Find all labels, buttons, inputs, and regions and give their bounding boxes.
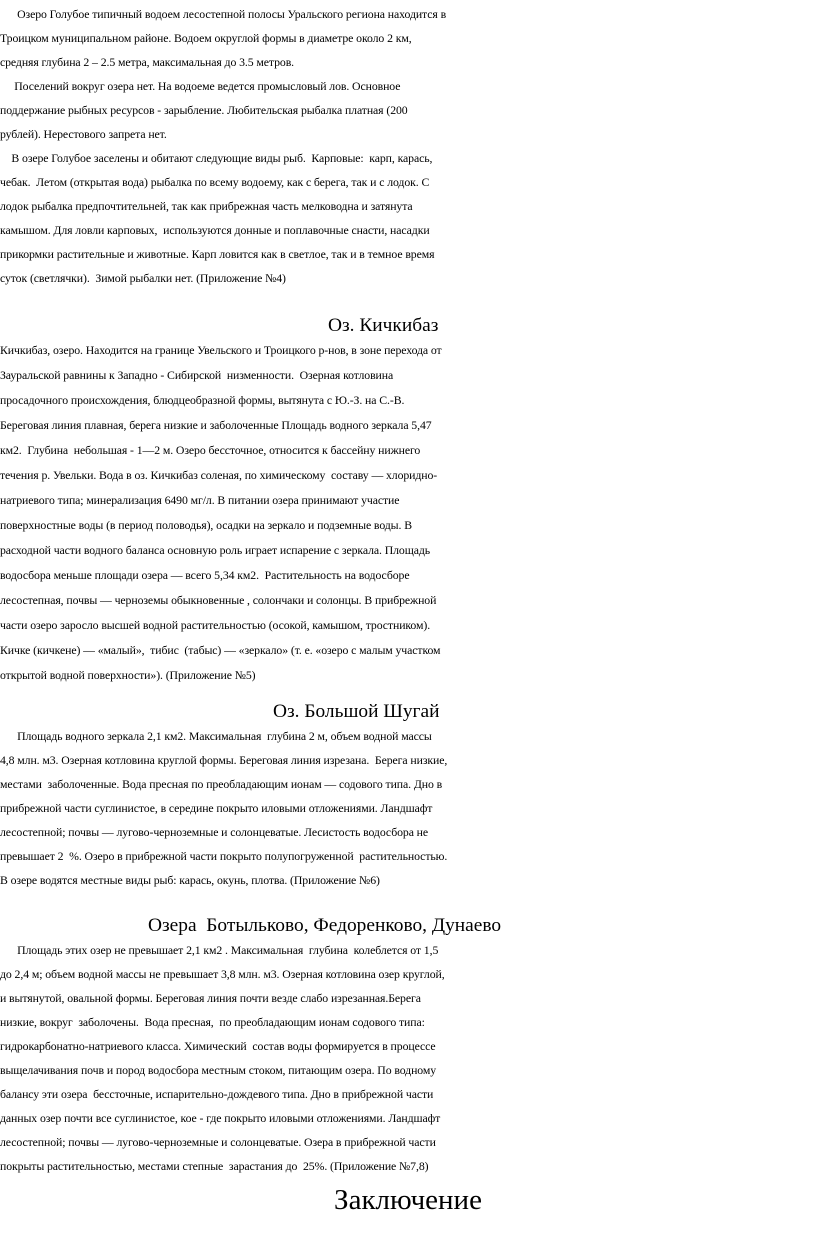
paragraph-line: Зауральской равнины к Западно - Сибирской низменности. Озерная котловина (0, 368, 394, 382)
paragraph-line: рублей). Нерестового запрета нет. (0, 127, 167, 141)
paragraph-line: до 2,4 м; объем водной массы не превышает 3,8 млн. м3. Озерная котловина озер круглой, (0, 967, 445, 981)
paragraph-line: прикормки растительные и животные. Карп ловится как в светлое, так и в темное время (0, 247, 435, 261)
paragraph-line: поддержание рыбных ресурсов - зарыбление. Любительская рыбалка платная (200 (0, 103, 408, 117)
section-heading-kichkibaz: Оз. Кичкибаз (328, 315, 439, 336)
paragraph-line: 4,8 млн. м3. Озерная котловина круглой формы. Береговая линия изрезана. Берега низкие, (0, 753, 448, 767)
paragraph-line: балансу эти озера бессточные, испарительно-дождевого типа. Дно в прибрежной части (0, 1087, 434, 1101)
section-heading-bolshoi-shugai: Оз. Большой Шугай (273, 701, 440, 722)
conclusion-heading: Заключение (334, 1184, 482, 1216)
paragraph-line: чебак. Летом (открытая вода) рыбалка по всему водоему, как с берега, так и с лодок. С (0, 175, 430, 189)
paragraph-line: Озеро Голубое типичный водоем лесостепной полосы Уральского региона находится в (0, 7, 447, 21)
paragraph-line: средняя глубина 2 – 2.5 метра, максимальная до 3.5 метров. (0, 55, 295, 69)
paragraph-line: части озеро заросло высшей водной растительностью (осокой, камышом, тростником). (0, 618, 431, 632)
paragraph-line: и вытянутой, овальной формы. Береговая линия почти везде слабо изрезанная.Берега (0, 991, 421, 1005)
paragraph-line: лесостепной; почвы — лугово-черноземные и солонцеватые. Озера в прибрежной части (0, 1135, 436, 1149)
paragraph-line: В озере Голубое заселены и обитают следующие виды рыб. Карповые: карп, карась, (0, 151, 433, 165)
paragraph-line: превышает 2 %. Озеро в прибрежной части покрыто полупогруженной растительностью. (0, 849, 448, 863)
paragraph-line: Поселений вокруг озера нет. На водоеме ведется промысловый лов. Основное (0, 79, 401, 93)
paragraph-line: лесостепной; почвы — лугово-черноземные и солонцеватые. Лесистость водосбора не (0, 825, 429, 839)
section-golubo-lake (0, 2, 816, 290)
paragraph-line: течения р. Увельки. Вода в оз. Кичкибаз соленая, по химическому составу — хлоридно- (0, 468, 438, 482)
paragraph-line: низкие, вокруг заболочены. Вода пресная, по преобладающим ионам содового типа: (0, 1015, 425, 1029)
paragraph-line: суток (светлячки). Зимой рыбалки нет. (Приложение №4) (0, 271, 286, 285)
paragraph-line: местами заболоченные. Вода пресная по преобладающим ионам — содового типа. Дно в (0, 777, 443, 791)
paragraph-line: натриевого типа; минерализация 6490 мг/л. В питании озера принимают участие (0, 493, 400, 507)
paragraph-line: Площадь этих озер не превышает 2,1 км2 . Максимальная глубина колеблется от 1,5 (0, 943, 439, 957)
paragraph-line: Кичкибаз, озеро. Находится на границе Увельского и Троицкого р-нов, в зоне перехода от (0, 343, 442, 357)
paragraph-line: камышом. Для ловли карповых, используются донные и поплавочные снасти, насадки (0, 223, 430, 237)
paragraph-line: лодок рыбалка предпочтительней, так как прибрежная часть мелководна и затянута (0, 199, 413, 213)
paragraph-line: лесостепная, почвы — черноземы обыкновенные , солончаки и солонцы. В прибрежной (0, 593, 437, 607)
paragraph-line: В озере водятся местные виды рыб: карась, окунь, плотва. (Приложение №6) (0, 873, 380, 887)
paragraph-line: просадочного происхождения, блюдцеобразной формы, вытянута с Ю.-З. на С.-В. (0, 393, 405, 407)
section-bolshoi-shugai-lake (0, 724, 816, 892)
paragraph-line: Площадь водного зеркала 2,1 км2. Максимальная глубина 2 м, объем водной массы (0, 729, 432, 743)
section-heading-botylkovo-fedorenkovo-dunaevo: Озера Ботыльково, Федоренково, Дунаево (148, 915, 502, 936)
paragraph-line: водосбора меньше площади озера — всего 5,34 км2. Растительность на водосборе (0, 568, 410, 582)
paragraph-line: выщелачивания почв и пород водосбора местным стоком, питающим озера. По водному (0, 1063, 437, 1077)
paragraph-line: км2. Глубина небольшая - 1—2 м. Озеро бессточное, относится к бассейну нижнего (0, 443, 421, 457)
paragraph-line: Троицком муниципальном районе. Водоем округлой формы в диаметре около 2 км, (0, 31, 412, 45)
paragraph-line: Кичке (кичкене) — «малый», тибис (табыс) — «зеркало» (т. е. «озеро с малым участком (0, 643, 441, 657)
section-kichkibaz-lake (0, 338, 816, 688)
section-botylkovo-lakes (0, 938, 816, 1178)
paragraph-line: Береговая линия плавная, берега низкие и заболоченные Площадь водного зеркала 5,47 (0, 418, 432, 432)
paragraph-line: гидрокарбонатно-натриевого класса. Химический состав воды формируется в процессе (0, 1039, 436, 1053)
paragraph-line: прибрежной части суглинистое, в середине покрыто иловыми отложениями. Ландшафт (0, 801, 433, 815)
paragraph-line: покрыты растительностью, местами степные зарастания до 25%. (Приложение №7,8) (0, 1159, 429, 1173)
paragraph-line: поверхностные воды (в период половодья), осадки на зеркало и подземные воды. В (0, 518, 412, 532)
paragraph-line: открытой водной поверхности»). (Приложение №5) (0, 668, 256, 682)
paragraph-line: данных озер почти все суглинистое, кое - где покрыто иловыми отложениями. Ландшафт (0, 1111, 441, 1125)
paragraph-line: расходной части водного баланса основную роль играет испарение с зеркала. Площадь (0, 543, 431, 557)
